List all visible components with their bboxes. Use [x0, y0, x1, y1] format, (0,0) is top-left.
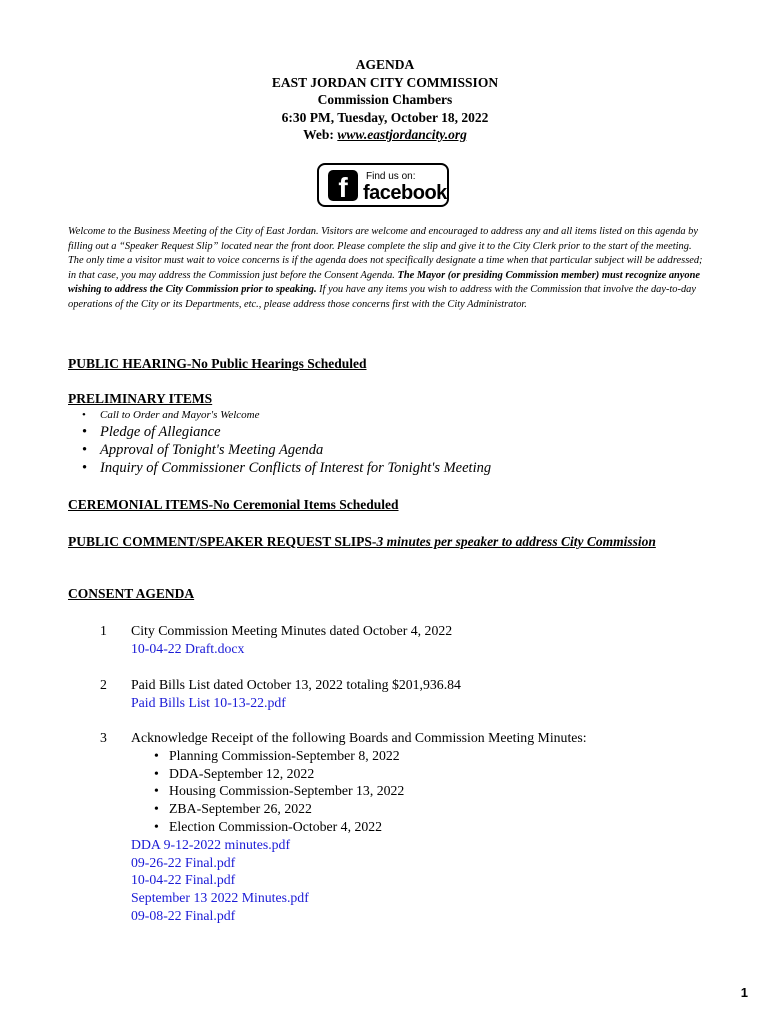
- facebook-find-text: Find us on:: [366, 171, 416, 182]
- item-number: 2: [100, 677, 107, 692]
- header-datetime: 6:30 PM, Tuesday, October 18, 2022: [281, 109, 489, 125]
- agenda-header: [0, 56, 770, 144]
- attachment-link[interactable]: September 13 2022 Minutes.pdf: [131, 890, 309, 906]
- list-item: • Election Commission-October 4, 2022: [154, 818, 691, 836]
- item-number: 1: [100, 623, 107, 638]
- section-public-hearing: PUBLIC HEARING-No Public Hearings Scheduled: [68, 356, 367, 371]
- header-title: AGENDA: [355, 57, 415, 72]
- list-item: • Pledge of Allegiance: [78, 423, 491, 441]
- attachment-link[interactable]: 10-04-22 Final.pdf: [131, 872, 236, 888]
- section-preliminary: PRELIMINARY ITEMS: [68, 391, 213, 406]
- attachment-link[interactable]: 09-26-22 Final.pdf: [131, 854, 236, 870]
- list-item: • DDA-September 12, 2022: [154, 765, 691, 783]
- public-comment-title: PUBLIC COMMENT/SPEAKER REQUEST SLIPS-: [68, 534, 377, 549]
- website-link[interactable]: www.eastjordancity.org: [337, 127, 467, 142]
- facebook-logo-icon: f: [328, 170, 358, 201]
- list-item: • Housing Commission-September 13, 2022: [154, 782, 691, 800]
- page-number: 1: [740, 985, 748, 1000]
- attachment-link[interactable]: Paid Bills List 10-13-22.pdf: [131, 694, 286, 710]
- public-comment-note: 3 minutes per speaker to address City Commission: [376, 534, 656, 549]
- section-consent: CONSENT AGENDA: [68, 586, 195, 601]
- item-text: Paid Bills List dated October 13, 2022 totaling $201,936.84: [131, 677, 461, 692]
- header-commission: EAST JORDAN CITY COMMISSION: [271, 74, 499, 90]
- item-body: [131, 729, 691, 925]
- preliminary-list: [78, 407, 491, 477]
- list-item: • Call to Order and Mayor's Welcome: [78, 407, 491, 423]
- web-label: Web:: [303, 127, 338, 142]
- minutes-list: [131, 747, 691, 836]
- list-item: • Planning Commission-September 8, 2022: [154, 747, 691, 765]
- item-body: [131, 676, 691, 712]
- facebook-wordmark: facebook: [363, 182, 447, 204]
- welcome-text-bold: The Mayor (or presiding Commission member) must recognize anyone wishing to address the City Commission prior to speaking.: [68, 269, 700, 296]
- section-public-comment: [68, 533, 668, 551]
- list-item: • Inquiry of Commissioner Conflicts of Interest for Tonight's Meeting: [78, 459, 491, 477]
- item-number: 3: [100, 730, 107, 745]
- list-item: • Approval of Tonight's Meeting Agenda: [78, 441, 491, 459]
- welcome-paragraph: [68, 225, 704, 313]
- section-ceremonial: CEREMONIAL ITEMS-No Ceremonial Items Scheduled: [68, 497, 399, 512]
- facebook-badge[interactable]: [317, 163, 449, 207]
- item-body: [131, 622, 691, 658]
- attachment-link[interactable]: 09-08-22 Final.pdf: [131, 907, 236, 923]
- list-item: • ZBA-September 26, 2022: [154, 800, 691, 818]
- attachment-link[interactable]: DDA 9-12-2022 minutes.pdf: [131, 836, 291, 852]
- item-text: City Commission Meeting Minutes dated October 4, 2022: [131, 623, 453, 638]
- welcome-text-a: Welcome to the Business Meeting of the City of East Jordan. Visitors are welcome and encouraged to address any and all items listed on this agenda by filling out a “Speaker Request Slip” located near the front door. Please complete the slip and give it to the City Clerk prior to the start of the meeting. The only time a visitor must wait to voice concerns is if the agenda does not specifically designate a time when that particular subject will be addressed; in that case, you may address the Commission just before the Consent Agenda.: [68, 226, 703, 281]
- attachment-link[interactable]: 10-04-22 Draft.docx: [131, 640, 245, 656]
- welcome-text-b: If you have any items you wish to address with the Commission that involve the day-to-day operations of the City or its Departments, etc., please address those concerns first with the City Administrator.: [68, 284, 696, 310]
- header-location: Commission Chambers: [317, 92, 453, 107]
- item-text: Acknowledge Receipt of the following Boards and Commission Meeting Minutes:: [131, 730, 587, 745]
- header-web: [0, 126, 770, 144]
